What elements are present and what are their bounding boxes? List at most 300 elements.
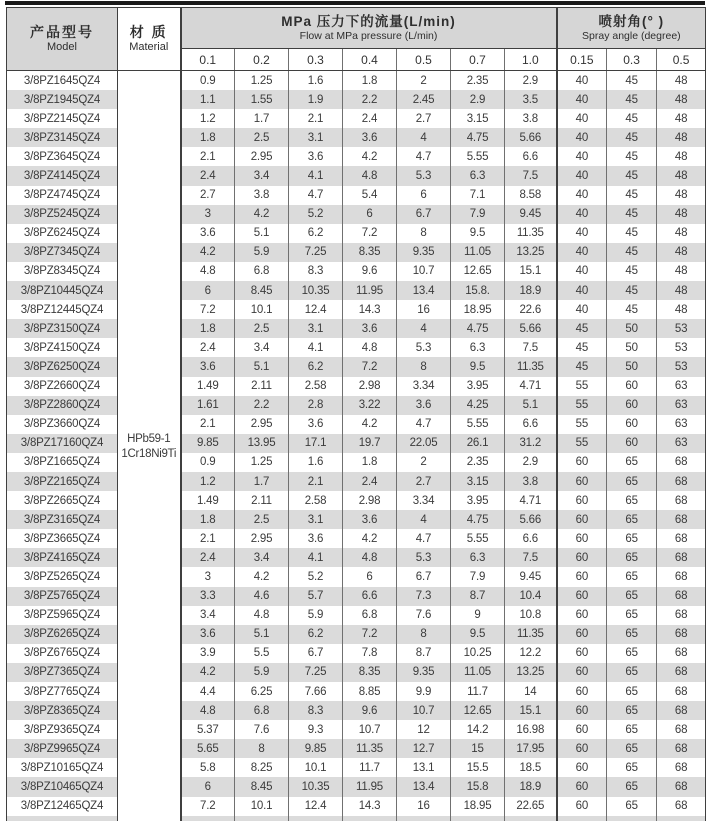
table-row xyxy=(7,491,706,510)
flow-cell: 10.35 xyxy=(289,281,343,300)
flow-cell: 3.95 xyxy=(451,377,505,396)
spray-cell: 68 xyxy=(657,453,706,472)
flow-cell: 1.8 xyxy=(343,71,397,91)
flow-cell: 6.25 xyxy=(235,682,289,701)
flow-cell: 2.58 xyxy=(289,491,343,510)
flow-cell: 11.35 xyxy=(505,357,557,376)
flow-cell: 1.2 xyxy=(181,472,235,491)
flow-cell: 3.6 xyxy=(181,625,235,644)
flow-cell: 1.9 xyxy=(289,90,343,109)
spray-cell: 45 xyxy=(607,243,657,262)
flow-cell: 6 xyxy=(397,186,451,205)
spray-pressure-header: 0.5 xyxy=(657,49,706,71)
flow-cell: 5.1 xyxy=(505,396,557,415)
flow-cell: 4.6 xyxy=(235,587,289,606)
flow-cell: 15.5 xyxy=(451,758,505,777)
spray-cell: 68 xyxy=(657,529,706,548)
spray-cell: 68 xyxy=(657,548,706,567)
spray-cell: 45 xyxy=(607,71,657,91)
spray-cell: 40 xyxy=(557,262,607,281)
flow-cell: 2.4 xyxy=(181,548,235,567)
spray-cell xyxy=(607,816,657,821)
flow-cell: 4.2 xyxy=(343,415,397,434)
flow-cell: 4.8 xyxy=(181,701,235,720)
flow-cell: 12.2 xyxy=(505,644,557,663)
flow-cell: 16 xyxy=(397,300,451,319)
flow-cell: 3.34 xyxy=(397,377,451,396)
flow-cell: 2.5 xyxy=(235,510,289,529)
table-row xyxy=(7,166,706,185)
spray-cell: 60 xyxy=(607,396,657,415)
model-cell: 3/8PZ1645QZ4 xyxy=(23,74,101,87)
model-cell: 3/8PZ3645QZ4 xyxy=(23,150,101,163)
flow-cell xyxy=(343,816,397,821)
model-cell: 3/8PZ7765QZ4 xyxy=(23,685,101,698)
flow-cell: 6.8 xyxy=(235,262,289,281)
spray-cell: 48 xyxy=(657,205,706,224)
flow-cell: 5.1 xyxy=(235,625,289,644)
flow-cell: 2.4 xyxy=(181,166,235,185)
spray-cell: 45 xyxy=(557,338,607,357)
spray-cell: 65 xyxy=(607,510,657,529)
spray-cell: 50 xyxy=(607,319,657,338)
flow-cell: 2.9 xyxy=(505,453,557,472)
table-row xyxy=(7,720,706,739)
table-row xyxy=(7,587,706,606)
spray-cell: 45 xyxy=(607,262,657,281)
spray-cell: 65 xyxy=(607,587,657,606)
model-cell: 3/8PZ1665QZ4 xyxy=(23,456,101,469)
flow-cell: 15.1 xyxy=(505,701,557,720)
pressure-header: 0.1 xyxy=(181,49,235,71)
flow-cell: 3.22 xyxy=(343,396,397,415)
material-cell: HPb59-1 1Cr18Ni9Ti xyxy=(118,71,181,821)
spray-cell: 63 xyxy=(657,415,706,434)
spray-cell xyxy=(557,816,607,821)
flow-cell: 18.9 xyxy=(505,281,557,300)
flow-cell: 3.95 xyxy=(451,491,505,510)
flow-cell: 5.66 xyxy=(505,128,557,147)
flow-cell: 2.9 xyxy=(451,90,505,109)
spray-cell: 48 xyxy=(657,71,706,91)
model-cell: 3/8PZ6245QZ4 xyxy=(23,227,101,240)
flow-cell: 3.1 xyxy=(289,510,343,529)
flow-cell: 11.95 xyxy=(343,777,397,796)
flow-cell: 4.7 xyxy=(397,529,451,548)
flow-cell: 11.35 xyxy=(505,625,557,644)
spray-cell: 60 xyxy=(557,701,607,720)
flow-cell: 7.5 xyxy=(505,166,557,185)
spray-cell: 40 xyxy=(557,166,607,185)
flow-cell: 8.35 xyxy=(343,243,397,262)
model-cell: 3/8PZ2860QZ4 xyxy=(7,396,118,415)
flow-cell: 4.8 xyxy=(343,548,397,567)
flow-cell: 9.6 xyxy=(343,701,397,720)
table-row xyxy=(7,281,706,300)
flow-cell: 7.6 xyxy=(397,606,451,625)
spray-cell: 68 xyxy=(657,758,706,777)
flow-cell: 2.4 xyxy=(343,472,397,491)
spray-cell: 60 xyxy=(557,510,607,529)
flow-cell: 2 xyxy=(397,453,451,472)
spray-cell xyxy=(657,816,706,821)
flow-cell: 8.7 xyxy=(451,587,505,606)
flow-cell: 4 xyxy=(397,128,451,147)
spray-cell: 40 xyxy=(557,71,607,91)
spray-pressure-header: 0.3 xyxy=(607,49,657,71)
table-row xyxy=(7,739,706,758)
spray-cell: 48 xyxy=(657,243,706,262)
flow-cell: 3.8 xyxy=(505,472,557,491)
flow-cell: 6.6 xyxy=(505,415,557,434)
table-row xyxy=(7,396,706,415)
flow-cell: 11.05 xyxy=(451,243,505,262)
flow-cell: 7.6 xyxy=(235,720,289,739)
table-row xyxy=(7,262,706,281)
flow-cell: 7.66 xyxy=(289,682,343,701)
flow-cell: 4 xyxy=(397,510,451,529)
table-row xyxy=(7,758,706,777)
spray-cell: 48 xyxy=(657,186,706,205)
flow-cell: 3.1 xyxy=(289,319,343,338)
flow-cell: 6.3 xyxy=(451,166,505,185)
flow-cell: 11.95 xyxy=(343,281,397,300)
table-row xyxy=(7,243,706,262)
flow-cell: 3.4 xyxy=(235,338,289,357)
table-row xyxy=(7,186,706,205)
flow-cell: 4.8 xyxy=(343,338,397,357)
flow-cell: 12.4 xyxy=(289,797,343,816)
flow-cell: 31.2 xyxy=(505,434,557,453)
flow-cell: 1.8 xyxy=(181,510,235,529)
spray-cell: 60 xyxy=(557,587,607,606)
model-cell: 3/8PZ12445QZ4 xyxy=(20,303,104,316)
flow-cell: 9.3 xyxy=(289,720,343,739)
flow-cell: 8 xyxy=(397,224,451,243)
table-row xyxy=(7,510,706,529)
spray-cell: 63 xyxy=(657,396,706,415)
flow-cell: 2.7 xyxy=(397,472,451,491)
flow-cell: 4.25 xyxy=(451,396,505,415)
spray-cell: 55 xyxy=(557,396,607,415)
table-row-partial xyxy=(7,816,706,821)
spray-cell: 40 xyxy=(557,147,607,166)
spray-cell: 68 xyxy=(657,682,706,701)
spray-cell: 50 xyxy=(607,357,657,376)
table-row xyxy=(7,777,706,796)
flow-cell: 10.25 xyxy=(451,644,505,663)
spray-cell: 45 xyxy=(607,90,657,109)
flow-cell: 5.55 xyxy=(451,529,505,548)
flow-cell: 2.98 xyxy=(343,377,397,396)
flow-cell: 6.3 xyxy=(451,338,505,357)
flow-cell: 5.5 xyxy=(235,644,289,663)
flow-cell: 1.8 xyxy=(181,319,235,338)
model-cell: 3/8PZ4165QZ4 xyxy=(7,548,118,567)
spray-cell: 40 xyxy=(557,109,607,128)
spray-cell: 60 xyxy=(557,567,607,586)
spray-cell: 60 xyxy=(557,625,607,644)
flow-cell: 6.6 xyxy=(505,147,557,166)
flow-cell: 10.1 xyxy=(235,300,289,319)
spray-cell: 60 xyxy=(557,758,607,777)
flow-cell: 6 xyxy=(343,205,397,224)
spray-cell: 60 xyxy=(557,663,607,682)
spray-cell: 68 xyxy=(657,644,706,663)
flow-cell: 9.5 xyxy=(451,224,505,243)
flow-cell: 15 xyxy=(451,739,505,758)
flow-cell: 3.4 xyxy=(235,548,289,567)
flow-cell: 2.11 xyxy=(235,491,289,510)
spray-cell: 65 xyxy=(607,491,657,510)
flow-cell: 7.2 xyxy=(181,300,235,319)
spray-cell: 65 xyxy=(607,529,657,548)
flow-cell: 1.1 xyxy=(181,90,235,109)
flow-cell: 8.85 xyxy=(343,682,397,701)
flow-cell: 1.49 xyxy=(181,377,235,396)
flow-cell: 3.3 xyxy=(181,587,235,606)
table-row xyxy=(7,71,706,91)
flow-cell: 6.8 xyxy=(343,606,397,625)
spray-cell: 65 xyxy=(607,453,657,472)
flow-cell: 9.45 xyxy=(505,567,557,586)
flow-cell: 2.1 xyxy=(181,147,235,166)
flow-cell: 16.98 xyxy=(505,720,557,739)
table-row xyxy=(7,548,706,567)
flow-cell: 8.35 xyxy=(343,663,397,682)
flow-cell: 4.2 xyxy=(181,663,235,682)
flow-cell: 4.2 xyxy=(343,147,397,166)
flow-cell: 5.3 xyxy=(397,548,451,567)
flow-cell: 10.35 xyxy=(289,777,343,796)
flow-cell: 2.95 xyxy=(235,147,289,166)
flow-cell: 4.2 xyxy=(343,529,397,548)
table-header xyxy=(7,8,706,71)
spray-cell: 65 xyxy=(607,701,657,720)
model-cell: 3/8PZ5765QZ4 xyxy=(7,587,118,606)
flow-cell: 10.7 xyxy=(343,720,397,739)
flow-cell: 10.8 xyxy=(505,606,557,625)
spray-cell: 60 xyxy=(557,453,607,472)
spray-cell: 55 xyxy=(557,377,607,396)
flow-cell: 3.4 xyxy=(181,606,235,625)
spray-cell: 68 xyxy=(657,567,706,586)
flow-cell: 5.55 xyxy=(451,415,505,434)
pressure-header: 0.4 xyxy=(343,49,397,71)
flow-cell: 5.2 xyxy=(289,205,343,224)
material-header-zh: 材 质 xyxy=(129,23,168,40)
flow-cell: 2.1 xyxy=(181,415,235,434)
flow-cell: 11.35 xyxy=(343,739,397,758)
model-cell xyxy=(7,816,118,821)
flow-cell: 2.35 xyxy=(451,71,505,91)
flow-cell: 4.7 xyxy=(397,147,451,166)
spray-cell: 60 xyxy=(557,472,607,491)
spray-cell: 48 xyxy=(657,300,706,319)
spray-cell: 40 xyxy=(557,243,607,262)
table-row xyxy=(7,453,706,472)
spray-cell: 45 xyxy=(607,300,657,319)
flow-cell: 2.98 xyxy=(343,491,397,510)
flow-cell: 7.1 xyxy=(451,186,505,205)
flow-cell: 2.95 xyxy=(235,415,289,434)
spray-cell: 45 xyxy=(607,224,657,243)
spray-cell: 48 xyxy=(657,281,706,300)
spray-cell: 68 xyxy=(657,701,706,720)
flow-cell: 1.6 xyxy=(289,453,343,472)
flow-cell: 12 xyxy=(397,720,451,739)
flow-cell: 3.6 xyxy=(397,396,451,415)
spray-cell: 48 xyxy=(657,224,706,243)
spray-cell: 48 xyxy=(657,147,706,166)
flow-cell: 5.55 xyxy=(451,147,505,166)
spray-cell: 60 xyxy=(557,606,607,625)
flow-cell: 13.95 xyxy=(235,434,289,453)
model-cell: 3/8PZ10165QZ4 xyxy=(20,761,104,774)
flow-cell: 6.2 xyxy=(289,224,343,243)
flow-cell: 4.8 xyxy=(235,606,289,625)
table-row xyxy=(7,663,706,682)
spec-table xyxy=(6,7,706,821)
flow-cell: 11.35 xyxy=(505,224,557,243)
flow-cell: 9.6 xyxy=(343,262,397,281)
flow-cell: 12.65 xyxy=(451,262,505,281)
spray-cell: 45 xyxy=(607,186,657,205)
spray-cell: 65 xyxy=(607,682,657,701)
spray-cell: 68 xyxy=(657,720,706,739)
flow-cell: 1.8 xyxy=(181,128,235,147)
flow-cell: 2.1 xyxy=(289,109,343,128)
flow-cell: 14 xyxy=(505,682,557,701)
flow-cell: 26.1 xyxy=(451,434,505,453)
flow-cell: 3.6 xyxy=(181,224,235,243)
table-row xyxy=(7,205,706,224)
model-cell: 3/8PZ5245QZ4 xyxy=(7,205,118,224)
model-cell: 3/8PZ8345QZ4 xyxy=(23,265,101,278)
table-row xyxy=(7,472,706,491)
model-cell: 3/8PZ5965QZ4 xyxy=(23,609,101,622)
flow-cell: 9.45 xyxy=(505,205,557,224)
pressure-header: 0.7 xyxy=(451,49,505,71)
spray-cell: 65 xyxy=(607,777,657,796)
header-row-main xyxy=(7,8,706,49)
spray-cell: 45 xyxy=(607,147,657,166)
table-row xyxy=(7,529,706,548)
flow-cell xyxy=(235,816,289,821)
flow-cell: 7.3 xyxy=(397,587,451,606)
flow-cell: 8 xyxy=(397,625,451,644)
spray-cell: 65 xyxy=(607,644,657,663)
flow-cell: 7.2 xyxy=(343,625,397,644)
flow-cell: 2.11 xyxy=(235,377,289,396)
flow-cell: 1.7 xyxy=(235,109,289,128)
flow-cell: 2.1 xyxy=(181,529,235,548)
flow-cell: 2.2 xyxy=(235,396,289,415)
flow-cell: 3.6 xyxy=(181,357,235,376)
flow-cell: 0.9 xyxy=(181,71,235,91)
spray-cell: 48 xyxy=(657,262,706,281)
flow-cell: 12.65 xyxy=(451,701,505,720)
flow-cell: 6.7 xyxy=(397,205,451,224)
spray-cell: 53 xyxy=(657,338,706,357)
flow-cell: 2.35 xyxy=(451,453,505,472)
spray-cell: 60 xyxy=(557,491,607,510)
model-cell: 3/8PZ6765QZ4 xyxy=(23,647,101,660)
flow-cell: 1.2 xyxy=(181,109,235,128)
spray-cell: 65 xyxy=(607,663,657,682)
spray-cell: 68 xyxy=(657,606,706,625)
table-row xyxy=(7,300,706,319)
flow-cell: 15.8. xyxy=(451,281,505,300)
table-row xyxy=(7,338,706,357)
top-rule xyxy=(5,1,705,5)
spray-cell: 60 xyxy=(607,434,657,453)
flow-cell: 13.4 xyxy=(397,281,451,300)
spray-cell: 65 xyxy=(607,720,657,739)
flow-cell: 7.9 xyxy=(451,205,505,224)
flow-cell: 5.37 xyxy=(181,720,235,739)
spray-cell: 48 xyxy=(657,166,706,185)
spray-cell: 68 xyxy=(657,797,706,816)
flow-cell: 14.3 xyxy=(343,797,397,816)
flow-cell: 8.25 xyxy=(235,758,289,777)
table-row xyxy=(7,434,706,453)
flow-cell xyxy=(451,816,505,821)
model-cell: 3/8PZ7365QZ4 xyxy=(7,663,118,682)
flow-cell: 3.8 xyxy=(235,186,289,205)
table-body xyxy=(7,71,706,821)
spray-cell: 65 xyxy=(607,625,657,644)
flow-cell: 1.25 xyxy=(235,453,289,472)
flow-cell: 4.71 xyxy=(505,491,557,510)
flow-cell: 1.6 xyxy=(289,71,343,91)
flow-cell: 3 xyxy=(181,567,235,586)
model-cell: 3/8PZ10465QZ4 xyxy=(7,777,118,796)
flow-cell: 2.1 xyxy=(289,472,343,491)
flow-cell: 2 xyxy=(397,71,451,91)
spray-cell: 68 xyxy=(657,587,706,606)
flow-cell: 7.5 xyxy=(505,548,557,567)
flow-cell: 3 xyxy=(181,205,235,224)
spray-cell: 68 xyxy=(657,739,706,758)
flow-cell: 4 xyxy=(397,319,451,338)
flow-cell: 2.8 xyxy=(289,396,343,415)
flow-cell: 4.1 xyxy=(289,338,343,357)
table-row xyxy=(7,625,706,644)
flow-cell: 7.25 xyxy=(289,243,343,262)
flow-cell: 2.58 xyxy=(289,377,343,396)
flow-cell: 4.75 xyxy=(451,510,505,529)
table-row xyxy=(7,377,706,396)
flow-cell: 6.2 xyxy=(289,625,343,644)
spray-cell: 40 xyxy=(557,281,607,300)
flow-cell: 11.05 xyxy=(451,663,505,682)
flow-cell: 11.7 xyxy=(451,682,505,701)
table-row xyxy=(7,90,706,109)
flow-cell: 6 xyxy=(181,281,235,300)
flow-cell: 7.9 xyxy=(451,567,505,586)
flow-cell: 8.45 xyxy=(235,281,289,300)
flow-cell: 8.58 xyxy=(505,186,557,205)
spray-cell: 60 xyxy=(557,644,607,663)
flow-cell: 4.4 xyxy=(181,682,235,701)
flow-cell: 4.71 xyxy=(505,377,557,396)
flow-cell: 13.25 xyxy=(505,663,557,682)
flow-cell: 4.2 xyxy=(235,205,289,224)
flow-cell: 1.25 xyxy=(235,71,289,91)
spray-cell: 40 xyxy=(557,128,607,147)
flow-cell: 12.4 xyxy=(289,300,343,319)
